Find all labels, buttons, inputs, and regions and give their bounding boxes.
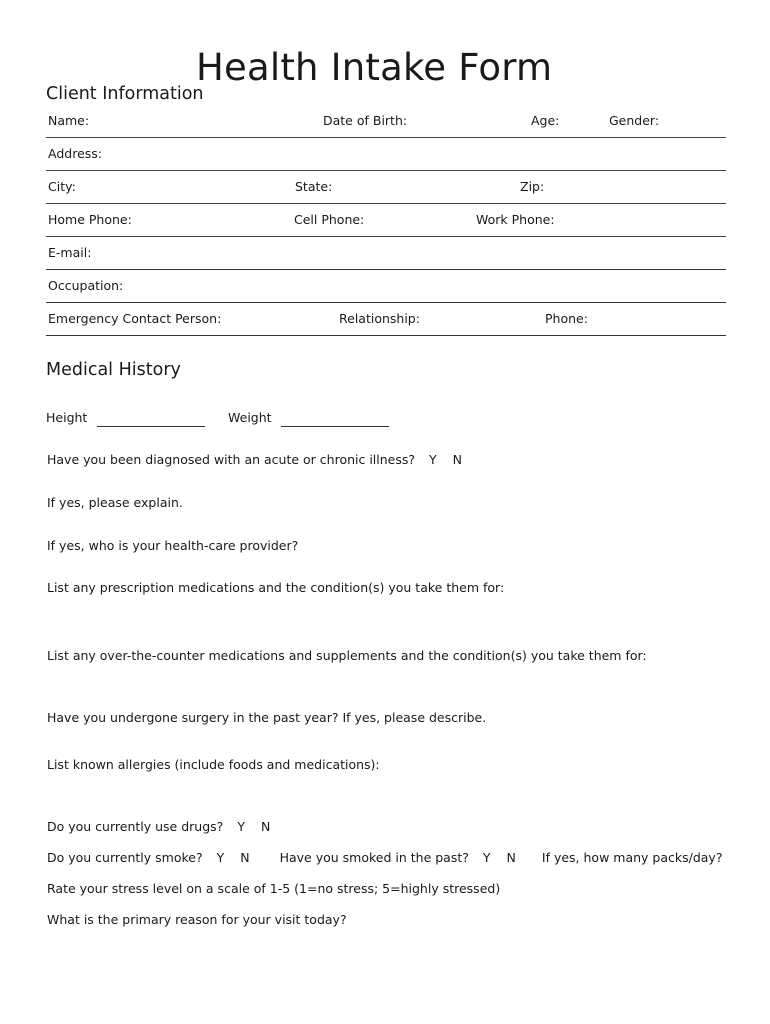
age-label: Age: — [531, 113, 560, 128]
rule — [46, 203, 726, 204]
city-label: City: — [48, 179, 76, 194]
drugs-yes-option[interactable]: Y — [237, 819, 245, 834]
relationship-label: Relationship: — [339, 311, 420, 326]
address-label: Address: — [48, 146, 102, 161]
relationship-field[interactable] — [422, 313, 541, 335]
dob-field[interactable] — [410, 115, 529, 137]
height-label: Height — [46, 410, 88, 425]
smoked-past-no-option[interactable]: N — [506, 850, 516, 865]
packs-label: If yes, how many packs/day? — [541, 850, 723, 865]
name-label: Name: — [48, 113, 90, 128]
smoke-question — [47, 850, 722, 865]
drugs-question — [47, 819, 270, 834]
state-label: State: — [295, 179, 333, 194]
email-field[interactable] — [94, 247, 724, 269]
zip-label: Zip: — [520, 179, 545, 194]
address-row — [46, 141, 726, 171]
age-field[interactable] — [564, 115, 608, 137]
zip-field[interactable] — [548, 181, 724, 203]
smoked-past-label: Have you smoked in the past? — [279, 850, 469, 865]
emergency-contact-label: Emergency Contact Person: — [48, 311, 222, 326]
emergency-phone-label: Phone: — [545, 311, 588, 326]
allergies-question: List known allergies (include foods and medications): — [47, 757, 380, 772]
rule — [46, 137, 726, 138]
gender-field[interactable] — [660, 115, 724, 137]
work-phone-field[interactable] — [556, 214, 724, 236]
occupation-label: Occupation: — [48, 278, 124, 293]
smoke-label: Do you currently smoke? — [47, 850, 203, 865]
drugs-no-option[interactable]: N — [260, 819, 271, 834]
rule — [46, 236, 726, 237]
reason-question: What is the primary reason for your visit today? — [47, 912, 347, 927]
occupation-row — [46, 273, 726, 303]
name-row — [46, 108, 726, 138]
cell-phone-field[interactable] — [364, 214, 473, 236]
provider-question: If yes, who is your health-care provider? — [47, 538, 299, 553]
gender-label: Gender: — [609, 113, 660, 128]
state-field[interactable] — [338, 181, 512, 203]
email-row — [46, 240, 726, 270]
smoked-past-yes-option[interactable]: Y — [482, 850, 491, 865]
height-field[interactable] — [97, 426, 205, 427]
form-title: Health Intake Form — [196, 46, 553, 89]
occupation-field[interactable] — [126, 280, 724, 302]
prescriptions-question: List any prescription medications and the condition(s) you take them for: — [47, 580, 505, 595]
diagnosed-question — [47, 452, 462, 467]
work-phone-label: Work Phone: — [476, 212, 555, 227]
diagnosed-yes-option[interactable]: Y — [429, 452, 437, 467]
surgery-question: Have you undergone surgery in the past year? If yes, please describe. — [47, 710, 487, 725]
drugs-label: Do you currently use drugs? — [47, 819, 224, 834]
emergency-phone-field[interactable] — [592, 313, 724, 335]
name-field[interactable] — [90, 115, 319, 137]
dob-label: Date of Birth: — [323, 113, 408, 128]
email-label: E-mail: — [48, 245, 92, 260]
rule — [46, 302, 726, 303]
home-phone-label: Home Phone: — [48, 212, 132, 227]
diagnosed-label: Have you been diagnosed with an acute or chronic illness? — [47, 452, 416, 467]
rule — [46, 170, 726, 171]
explain-question: If yes, please explain. — [47, 495, 183, 510]
cell-phone-label: Cell Phone: — [294, 212, 365, 227]
city-row — [46, 174, 726, 204]
rule — [46, 335, 726, 336]
smoke-yes-option[interactable]: Y — [216, 850, 225, 865]
phone-row — [46, 207, 726, 237]
client-information-heading: Client Information — [46, 84, 204, 104]
medical-history-heading: Medical History — [46, 360, 181, 380]
address-field[interactable] — [106, 148, 725, 170]
stress-question: Rate your stress level on a scale of 1-5 (1=no stress; 5=highly stressed) — [47, 881, 501, 896]
weight-field[interactable] — [281, 426, 389, 427]
rule — [46, 269, 726, 270]
emergency-contact-field[interactable] — [222, 313, 336, 335]
home-phone-field[interactable] — [132, 214, 291, 236]
emergency-row — [46, 306, 726, 336]
smoke-no-option[interactable]: N — [240, 850, 250, 865]
city-field[interactable] — [80, 181, 289, 203]
otc-question: List any over-the-counter medications and supplements and the condition(s) you take them for: — [47, 648, 647, 663]
diagnosed-no-option[interactable]: N — [452, 452, 463, 467]
weight-label: Weight — [228, 410, 272, 425]
